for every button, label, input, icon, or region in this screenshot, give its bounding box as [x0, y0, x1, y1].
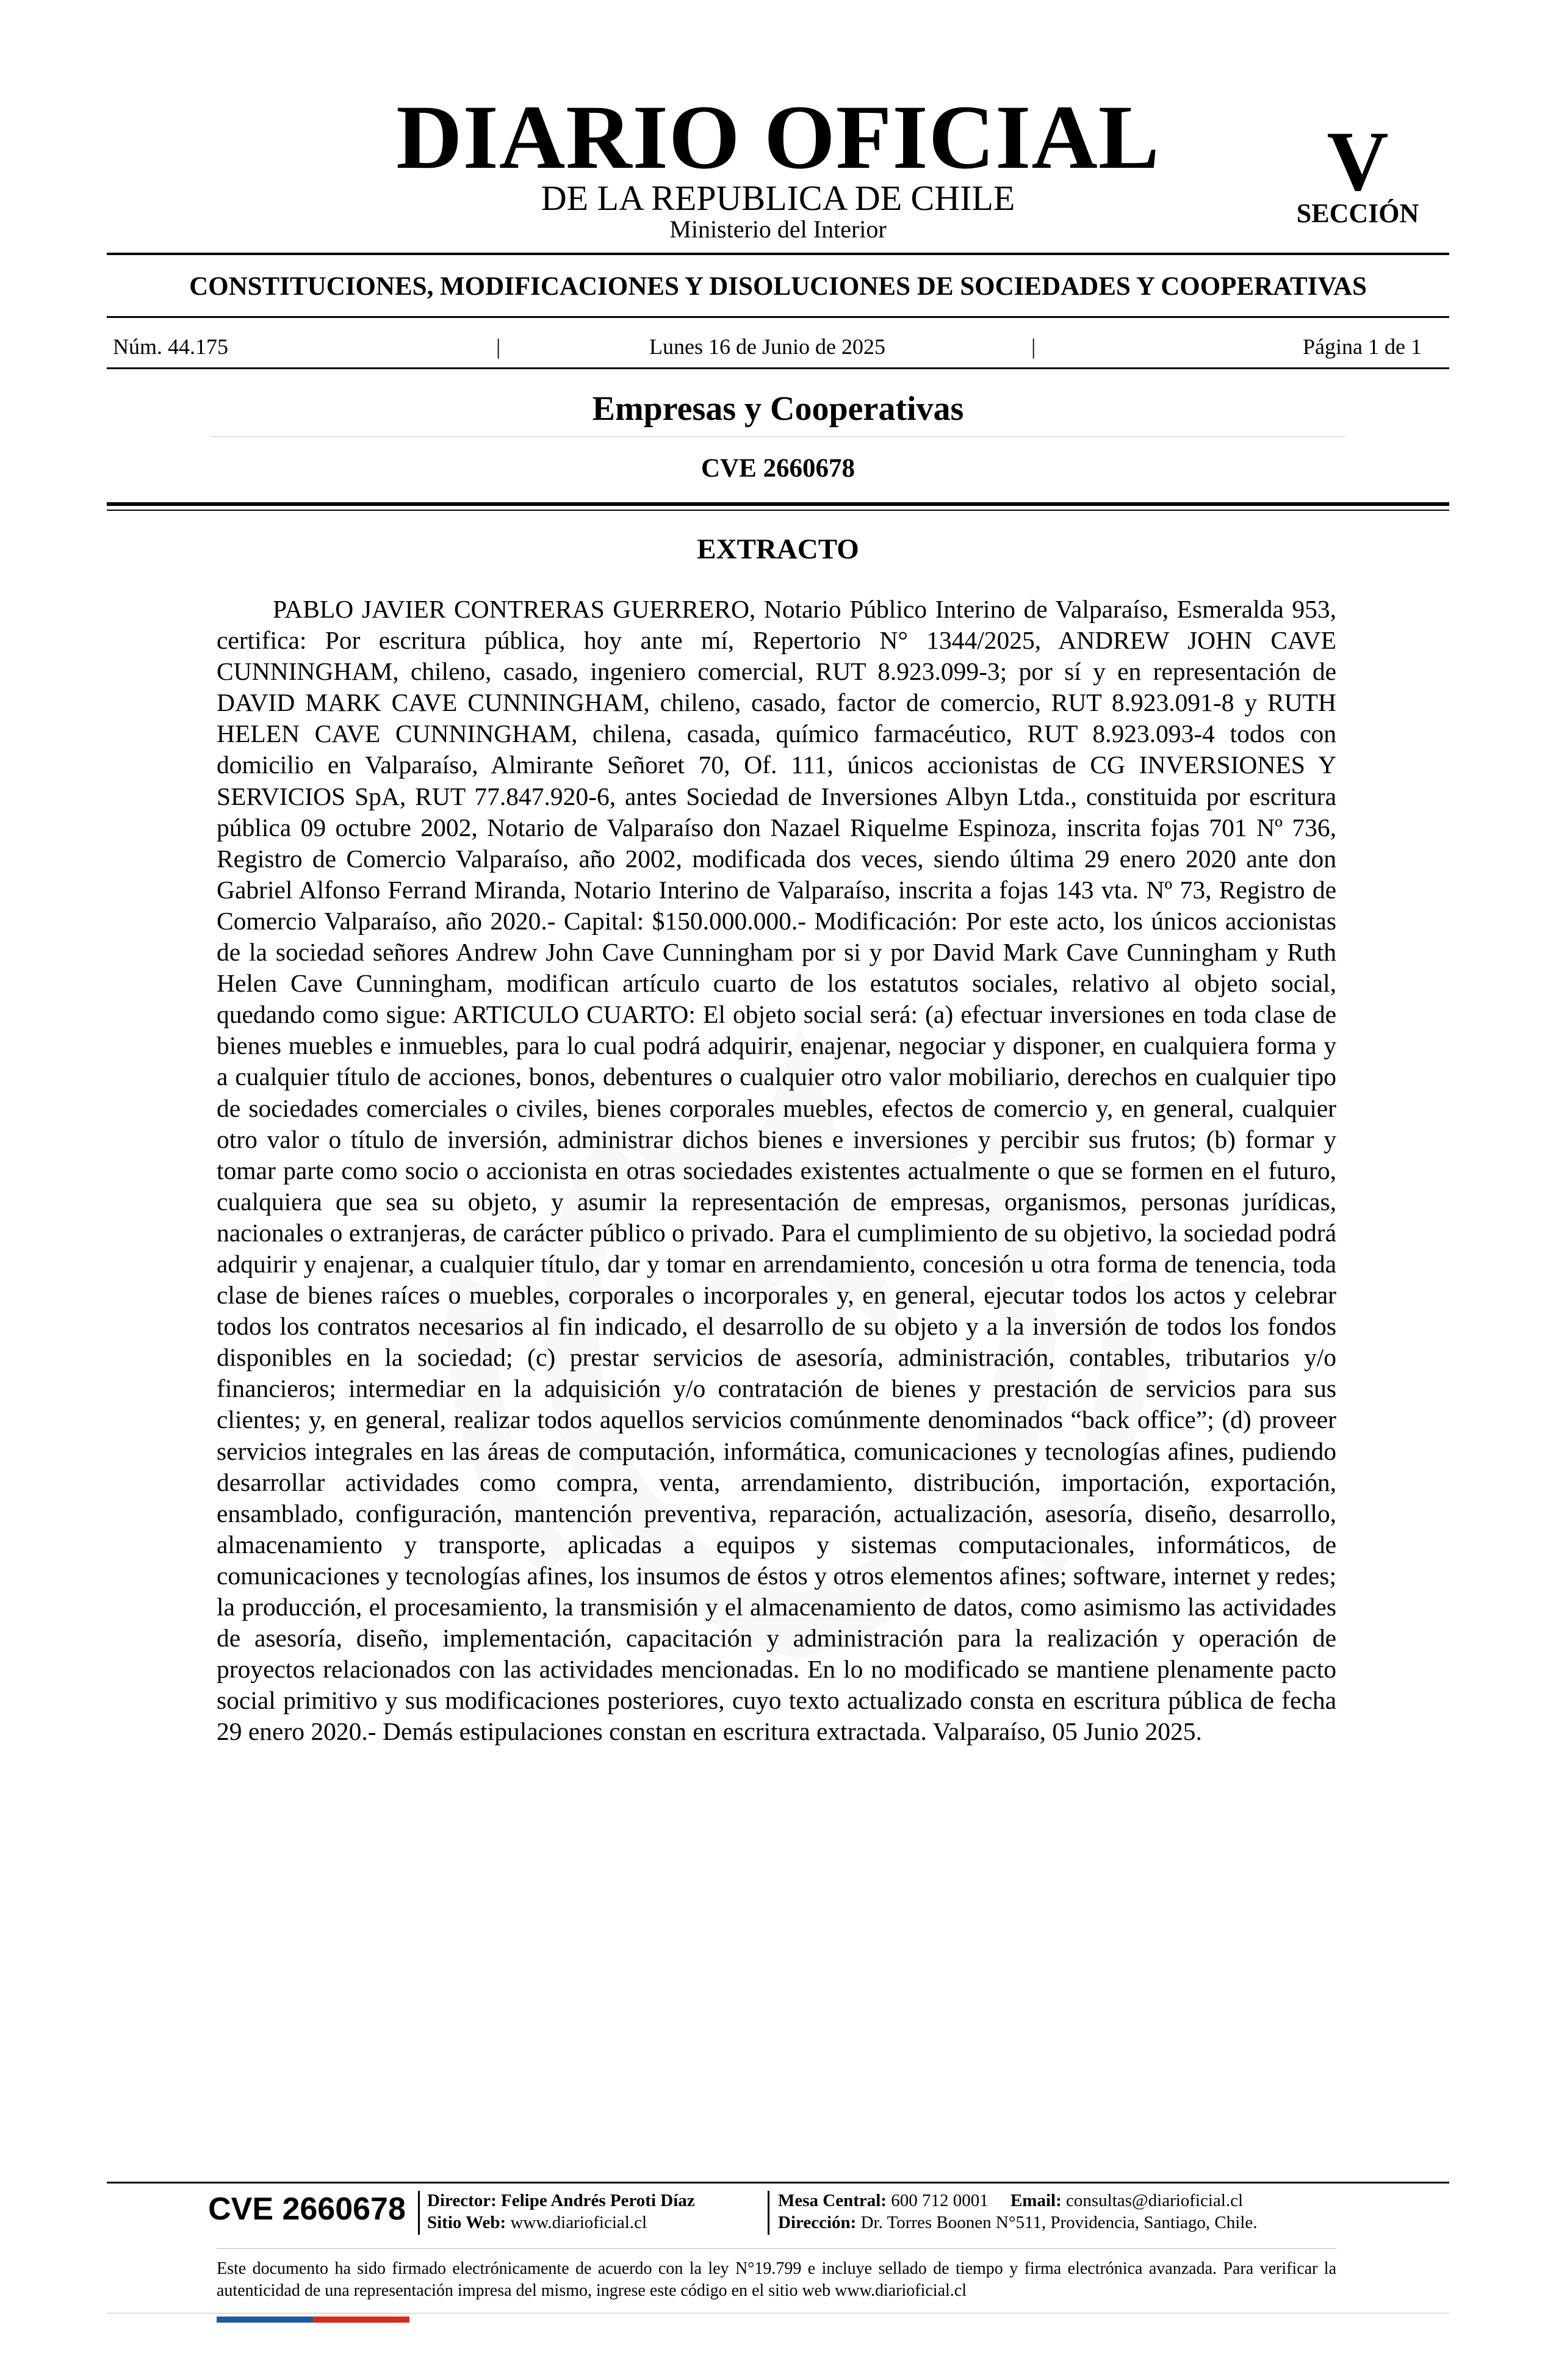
double-rule-top — [107, 502, 1449, 506]
cve-code: CVE 2660678 — [701, 454, 855, 483]
document-title: EXTRACTO — [697, 533, 859, 565]
issue-separator: | — [1031, 334, 1036, 359]
double-rule-bottom — [107, 510, 1449, 511]
flag-bar-blue — [217, 2317, 313, 2323]
footer-divider — [418, 2191, 420, 2235]
section-heading: Empresas y Cooperativas — [592, 390, 964, 428]
phone-number: 600 712 0001 — [891, 2191, 989, 2210]
category-heading: CONSTITUCIONES, MODIFICACIONES Y DISOLUCIONES DE SOCIEDADES Y COOPERATIVAS — [189, 272, 1367, 301]
heading-underline — [211, 436, 1345, 437]
phone-label: Mesa Central: — [778, 2191, 887, 2210]
footer-note-rule — [217, 2248, 1336, 2249]
ministry-label: Ministerio del Interior — [669, 215, 887, 243]
masthead-rule — [107, 253, 1449, 255]
issue-rule — [107, 367, 1449, 369]
issue-separator: | — [496, 334, 501, 359]
footer-divider — [768, 2191, 769, 2235]
signature-note: Este documento ha sido firmado electrónicamente de acuerdo con la ley N°19.799 e incluye sellado de tiempo y firma electrónica avanzada. Para verificar la autenticidad de una representación impresa del mismo, ingrese este código en el sitio web www.diarioficial.cl — [217, 2259, 1336, 2300]
website-label: Sitio Web: — [427, 2213, 506, 2232]
email-link[interactable]: consultas@diarioficial.cl — [1066, 2191, 1244, 2210]
issue-number: Núm. 44.175 — [113, 334, 228, 359]
address-text: Dr. Torres Boonen N°511, Providencia, Santiago, Chile. — [860, 2213, 1258, 2232]
footer-director-block — [427, 2190, 763, 2234]
category-rule — [107, 316, 1449, 318]
footer-rule — [107, 2182, 1449, 2183]
section-number: V — [1327, 114, 1389, 209]
director-name: Felipe Andrés Peroti Díaz — [501, 2191, 695, 2210]
issue-info-row — [113, 330, 1422, 364]
footer-contact-block — [778, 2190, 1388, 2234]
email-label: Email: — [1010, 2191, 1062, 2210]
flag-bar-red — [313, 2317, 409, 2323]
section-label: SECCIÓN — [1296, 198, 1419, 228]
director-label: Director: — [427, 2191, 497, 2210]
extract-body: PABLO JAVIER CONTRERAS GUERRERO, Notario Público Interino de Valparaíso, Esmeralda 953, certifica: Por escritura pública, hoy ante mí, Repertorio N° 1344/2025, ANDREW JOHN CAVE CUNNINGHAM, chileno, casado, ingeniero comercial, RUT 8.923.099-3; por sí y en representación de DAVID MARK CAVE CUNNINGHAM, chileno, casado, factor de comercio, RUT 8.923.091-8 y RUTH HELEN CAVE CUNNINGHAM, chilena, casada, químico farmacéutico, RUT 8.923.093-4 todos con domicilio en Valparaíso, Almirante Señoret 70, Of. 111, únicos accionistas de CG INVERSIONES Y SERVICIOS SpA, RUT 77.847.920-6, antes Sociedad de Inversiones Albyn Ltda., constituida por escritura pública 09 octubre 2002, Notario de Valparaíso don Nazael Riquelme Espinoza, inscrita fojas 701 Nº 736, Registro de Comercio Valparaíso, año 2002, modificada dos veces, siendo última 29 enero 2020 ante don Gabriel Alfonso Ferrand Miranda, Notario Interino de Valparaíso, inscrita a fojas 143 vta. Nº 73, Registro de Comercio Valparaíso, año 2020.- Capital: $150.000.000.- Modificación: Por este acto, los únicos accionistas de la sociedad señores Andrew John Cave Cunningham por si y por David Mark Cave Cunningham y Ruth Helen Cave Cunningham, modifican artículo cuarto de los estatutos sociales, relativo al objeto social, quedando como sigue: ARTICULO CUARTO: El objeto social será: (a) efectuar inversiones en toda clase de bienes muebles e inmuebles, para lo cual podrá adquirir, enajenar, negociar y disponer, en cualquiera forma y a cualquier título de acciones, bonos, debentures o cualquier otro valor mobiliario, derechos en cualquier tipo de sociedades comerciales o civiles, bienes corporales muebles, efectos de comercio y, en general, cualquier otro valor o título de inversión, administrar dichos bienes e inversiones y percibir sus frutos; (b) formar y tomar parte como socio o accionista en otras sociedades existentes actualmente o que se formen en el futuro, cualquiera que sea su objeto, y asumir la representación de empresas, organismos, personas jurídicas, nacionales o extranjeras, de carácter público o privado. Para el cumplimiento de su objetivo, la sociedad podrá adquirir y enajenar, a cualquier título, dar y tomar en arrendamiento, concesión u otra forma de tenencia, toda clase de bienes raíces o muebles, corporales o incorporales y, en general, ejecutar todos los actos y celebrar todos los contratos necesarios al fin indicado, el desarrollo de su objeto y a la inversión de todos los fondos disponibles en la sociedad; (c) prestar servicios de asesoría, administración, contables, tributarios y/o financieros; intermediar en la adquisición y/o contratación de bienes y prestación de servicios para sus clientes; y, en general, realizar todos aquellos servicios comúnmente denominados “back office”; (d) proveer servicios integrales en las áreas de computación, informática, comunicaciones y tecnologías afines, pudiendo desarrollar actividades como compra, venta, arrendamiento, distribución, importación, exportación, ensamblado, configuración, mantención preventiva, reparación, actualización, asesoría, diseño, desarrollo, almacenamiento y transporte, aplicadas a equipos y sistemas computacionales, informáticos, de comunicaciones y tecnologías afines, los insumos de éstos y otros elementos afines; software, internet y redes; la producción, el procesamiento, la transmisión y el almacenamiento de datos, como asimismo las actividades de asesoría, diseño, implementación, capacitación y administración para la realización y operación de proyectos relacionados con las actividades mencionadas. En lo no modificado se mantiene plenamente pacto social primitivo y sus modificaciones posteriores, cuyo texto actualizado consta en escritura pública de fecha 29 enero 2020.- Demás estipulaciones constan en escritura extractada. Valparaíso, 05 Junio 2025. — [217, 595, 1336, 1746]
issue-date: Lunes 16 de Junio de 2025 — [649, 334, 885, 359]
address-label: Dirección: — [778, 2213, 857, 2232]
page-indicator: Página 1 de 1 — [1303, 334, 1422, 359]
publication-subtitle: DE LA REPUBLICA DE CHILE — [541, 178, 1015, 218]
footer-cve-code: CVE 2660678 — [208, 2191, 406, 2227]
website-link[interactable]: www.diarioficial.cl — [510, 2213, 647, 2232]
publication-title: DIARIO OFICIAL — [396, 87, 1160, 188]
